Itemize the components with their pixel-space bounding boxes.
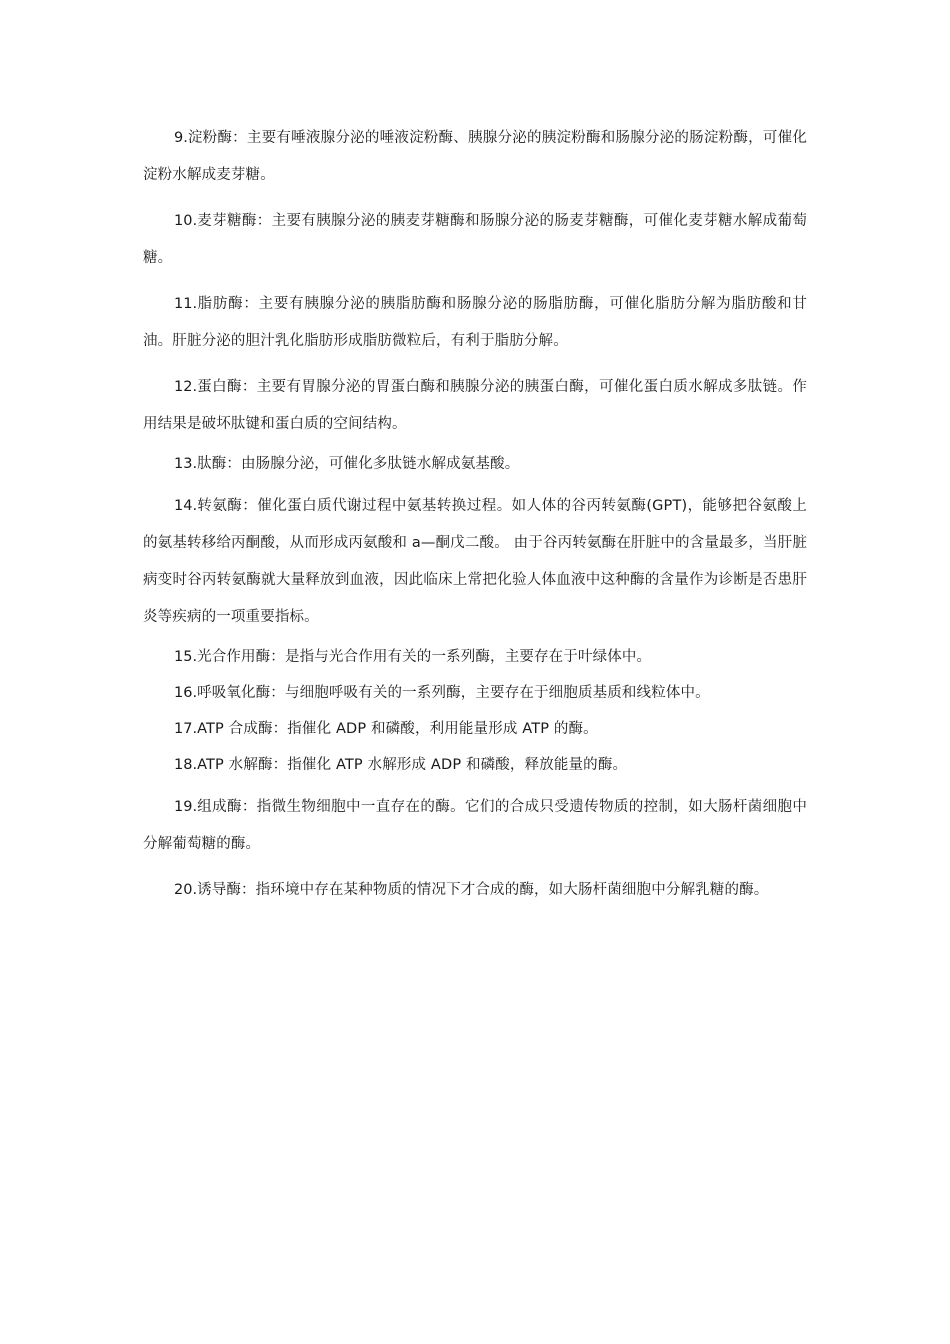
document-body [143, 120, 807, 918]
paragraph-text: 麦芽糖酶：主要有胰腺分泌的胰麦芽糖酶和肠腺分泌的肠麦芽糖酶，可催化麦芽糖水解成葡萄糖。 [143, 213, 807, 266]
paragraph-text: 淀粉酶：主要有唾液腺分泌的唾液淀粉酶、胰腺分泌的胰淀粉酶和肠腺分泌的肠淀粉酶，可催化淀粉水解成麦芽糖。 [143, 130, 807, 183]
paragraph-number: 20. [174, 882, 198, 898]
paragraph-text: 蛋白酶：主要有胃腺分泌的胃蛋白酶和胰腺分泌的胰蛋白酶，可催化蛋白质水解成多肽链。作用结果是破坏肽键和蛋白质的空间结构。 [143, 379, 807, 432]
paragraph-number: 10. [174, 213, 198, 229]
paragraph-number: 17. [174, 721, 198, 737]
paragraph-text: ATP 合成酶：指催化 ADP 和磷酸，利用能量形成 ATP 的酶。 [197, 721, 598, 737]
paragraph-item-14 [143, 488, 807, 636]
paragraph-number: 13. [174, 456, 198, 472]
paragraph-text: 转氨酶：催化蛋白质代谢过程中氨基转换过程。如人体的谷丙转氨酶(GPT)，能够把谷氨酸上的氨基转移给丙酮酸，从而形成丙氨酸和 a—酮戊二酸。 由于谷丙转氨酶在肝脏中的含量最多，当肝脏病变时谷丙转氨酶就大量释放到血液，因此临床上常把化验人体血液中这种酶的含量作为诊断是否患肝炎等疾病的一项重要指标。 [143, 498, 807, 625]
paragraph-text: 光合作用酶：是指与光合作用有关的一系列酶，主要存在于叶绿体中。 [197, 649, 652, 665]
paragraph-item-12 [143, 369, 807, 443]
paragraph-number: 9. [174, 130, 188, 146]
paragraph-item-17 [143, 717, 807, 741]
paragraph-number: 14. [174, 498, 198, 514]
paragraph-item-20 [143, 872, 807, 909]
paragraph-text: 呼吸氧化酶：与细胞呼吸有关的一系列酶，主要存在于细胞质基质和线粒体中。 [197, 685, 710, 701]
paragraph-item-13 [143, 452, 807, 476]
paragraph-text: 脂肪酶：主要有胰腺分泌的胰脂肪酶和肠腺分泌的肠脂肪酶，可催化脂肪分解为脂肪酸和甘油。肝脏分泌的胆汁乳化脂肪形成脂肪微粒后，有利于脂肪分解。 [143, 296, 807, 349]
paragraph-number: 15. [174, 649, 198, 665]
paragraph-number: 16. [174, 685, 198, 701]
paragraph-item-9 [143, 120, 807, 194]
paragraph-item-19 [143, 789, 807, 863]
paragraph-item-15 [143, 645, 807, 669]
paragraph-number: 18. [174, 757, 198, 773]
paragraph-text: 肽酶：由肠腺分泌，可催化多肽链水解成氨基酸。 [197, 456, 520, 472]
paragraph-item-11 [143, 286, 807, 360]
paragraph-number: 19. [174, 799, 198, 815]
paragraph-item-18 [143, 753, 807, 777]
paragraph-number: 11. [174, 296, 198, 312]
paragraph-text: 诱导酶：指环境中存在某种物质的情况下才合成的酶，如大肠杆菌细胞中分解乳糖的酶。 [197, 882, 769, 898]
paragraph-text: 组成酶：指微生物细胞中一直存在的酶。它们的合成只受遗传物质的控制，如大肠杆菌细胞中分解葡萄糖的酶。 [143, 799, 807, 852]
paragraph-item-10 [143, 203, 807, 277]
paragraph-item-16 [143, 681, 807, 705]
paragraph-text: ATP 水解酶：指催化 ATP 水解形成 ADP 和磷酸，释放能量的酶。 [197, 757, 628, 773]
paragraph-number: 12. [174, 379, 198, 395]
